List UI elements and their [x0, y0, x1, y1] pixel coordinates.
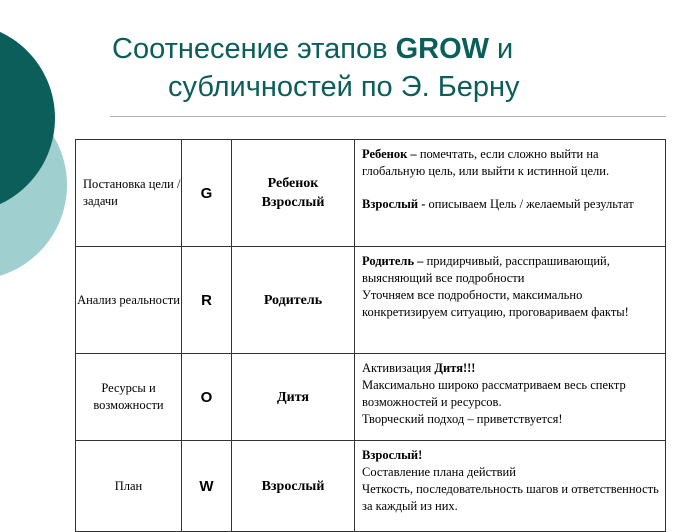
state-label: Дитя	[277, 389, 309, 405]
table-row	[76, 140, 666, 247]
desc-line	[362, 411, 659, 428]
stage-cell: Ресурсы и возможности	[76, 354, 182, 441]
desc-text: Максимально широко рассматриваем весь спектр возможностей и ресурсов.	[362, 378, 626, 409]
stage-cell: План	[76, 441, 182, 532]
slide-title	[112, 30, 672, 106]
letter-cell: G	[182, 140, 232, 247]
desc-text: Активизация	[362, 361, 435, 375]
state-cell	[232, 441, 355, 532]
desc-line	[362, 253, 659, 287]
desc-bold: Дитя!!!	[434, 361, 476, 375]
desc-bold: Ребенок –	[362, 147, 420, 161]
title-line-2: субличностей по Э. Берну	[168, 71, 520, 103]
desc-text: Составление плана действий	[362, 465, 516, 479]
state-cell	[232, 247, 355, 354]
state-label: Ребенок	[267, 176, 319, 191]
title-text-b: и	[489, 33, 514, 65]
desc-bold: Родитель –	[362, 254, 427, 268]
desc-line	[362, 481, 659, 515]
desc-cell	[355, 441, 666, 532]
desc-text: Четкость, последовательность шагов и ответственность за каждый из них.	[362, 482, 659, 513]
stage-cell: Анализ реальности	[76, 247, 182, 354]
desc-line	[362, 146, 659, 180]
title-line-1	[112, 30, 672, 68]
state-label: Родитель	[263, 292, 323, 308]
desc-bold: Взрослый!	[362, 448, 423, 462]
desc-text: придирчивый, расспрашивающий, выясняющий все подробности	[362, 254, 610, 285]
desc-bold: Взрослый -	[362, 197, 429, 211]
title-grow: GROW	[395, 33, 489, 65]
desc-cell	[355, 247, 666, 354]
desc-text: Уточняем все подробности, максимально конкретизируем ситуацию, проговариваем факты!	[362, 288, 629, 319]
state-cell	[232, 354, 355, 441]
letter-cell: W	[182, 441, 232, 532]
letter-cell: R	[182, 247, 232, 354]
state-cell	[232, 140, 355, 247]
desc-line	[362, 447, 659, 464]
desc-cell	[355, 354, 666, 441]
desc-cell	[355, 140, 666, 247]
desc-line	[362, 377, 659, 411]
desc-line	[362, 287, 659, 321]
desc-line	[362, 464, 659, 481]
state-label: Взрослый	[261, 478, 325, 494]
title-divider	[110, 116, 666, 117]
desc-text: помечтать, если сложно выйти на глобальную цель, или выйти к истинной цели.	[362, 147, 610, 178]
desc-line	[362, 196, 659, 213]
desc-text: Творческий подход – приветствуется!	[362, 412, 563, 426]
table-row	[76, 354, 666, 441]
stage-cell: Постановка цели /задачи	[76, 140, 182, 247]
desc-text: описываем Цель / желаемый результат	[428, 197, 634, 211]
desc-line	[362, 360, 659, 377]
state-label: Взрослый	[261, 195, 325, 210]
title-text-a: Соотнесение этапов	[112, 33, 396, 65]
table-row	[76, 247, 666, 354]
grow-table	[75, 139, 666, 532]
table-row	[76, 441, 666, 532]
letter-cell: O	[182, 354, 232, 441]
